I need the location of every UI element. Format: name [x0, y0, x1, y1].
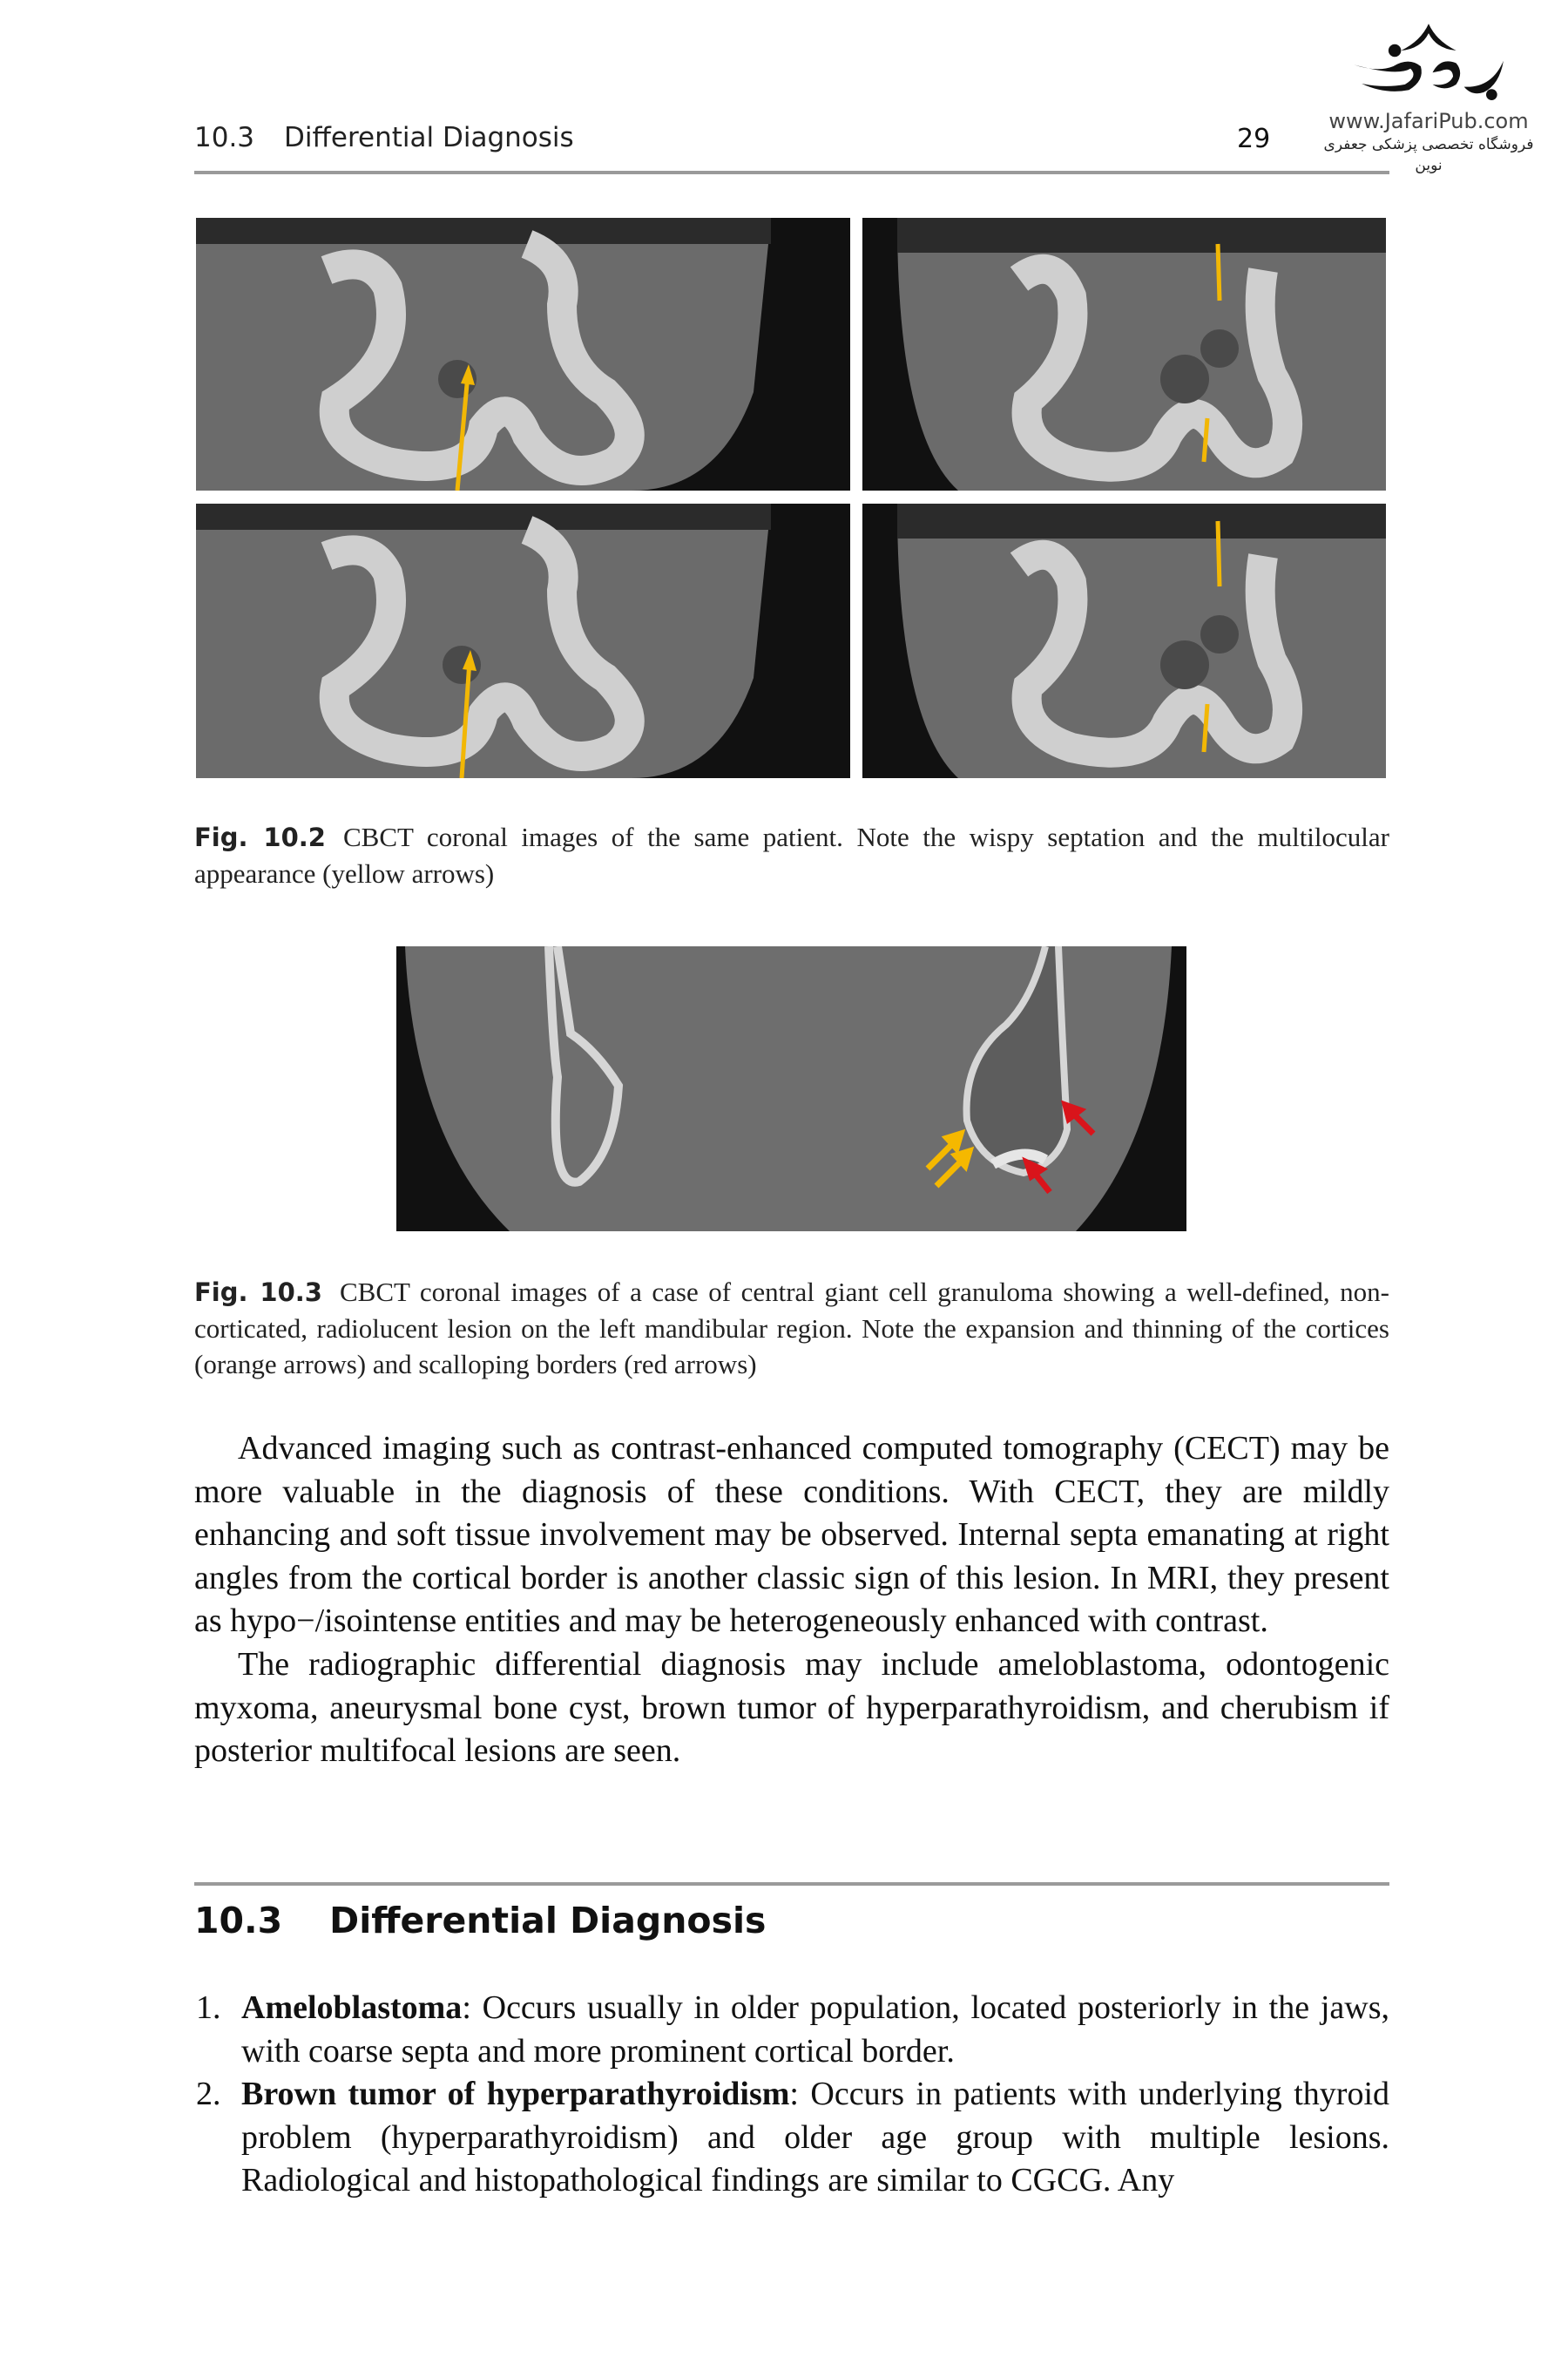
running-header-number: 10.3: [194, 122, 255, 153]
caption-text: CBCT coronal images of the same patient. Note the wispy septation and the multilocular appearance (yellow arrows): [194, 822, 1389, 889]
header-rule: [194, 171, 1389, 174]
list-item: [194, 2073, 1389, 2203]
page-number: 29: [1237, 124, 1271, 154]
body-paragraph: Advanced imaging such as contrast-enhanced computed tomography (CECT) may be more valuable in the diagnosis of these conditions. With CECT, they are mildly enhancing and soft tissue involvement may be observed. Internal septa emanating at right angles from the cortical border is another classic sign of this lesion. In MRI, they present as hypo−/isointense entities and may be heterogeneously enhanced with contrast.: [194, 1430, 1389, 1640]
body-paragraph: The radiographic differential diagnosis may include ameloblastoma, odontogenic myxoma, aneurysmal bone cyst, brown tumor of hyperparathyroidism, and cherubism if posterior multifocal lesions are seen.: [194, 1645, 1389, 1770]
body-text: [194, 1427, 1389, 1773]
section-title: Differential Diagnosis: [329, 1900, 767, 1941]
publisher-url: www.JafariPub.com: [1328, 109, 1529, 133]
cbct-image-giant-cell-granuloma: [396, 946, 1186, 1231]
figure-10-3-caption: [194, 1274, 1389, 1382]
publisher-tagline: فروشگاه تخصصی پزشکی جعفری نوین: [1323, 136, 1534, 174]
list-number: 1.: [196, 1989, 221, 2026]
section-number: 10.3: [194, 1900, 283, 1941]
list-item: [194, 1987, 1389, 2073]
running-header: [194, 122, 604, 153]
calligraphy-logo-icon: [1346, 17, 1511, 108]
publisher-logo: [1311, 17, 1546, 176]
cbct-image-top-right: [862, 218, 1386, 491]
figure-label: Fig. 10.3: [194, 1277, 322, 1307]
list-text: : Occurs usually in older population, located posteriorly in the jaws, with coarse septa and more prominent cortical border.: [241, 1989, 1389, 2070]
list-term: Ameloblastoma: [241, 1989, 463, 2026]
section-heading: [194, 1900, 766, 1941]
cbct-image-bottom-left: [196, 504, 850, 778]
figure-label: Fig. 10.2: [194, 823, 326, 852]
cbct-image-bottom-right: [862, 504, 1386, 778]
running-header-title: Differential Diagnosis: [284, 122, 574, 153]
list-term: Brown tumor of hyperparathyroidism: [241, 2076, 790, 2113]
caption-text: CBCT coronal images of a case of central giant cell granuloma showing a well-defined, non-corticated, radiolucent lesion on the left mandibular region. Note the expansion and thinning of the cortices (orange arrows) and scalloping borders (red arrows): [194, 1277, 1389, 1379]
list-text: : Occurs in patients with underlying thyroid problem (hyperparathyroidism) and older age group with multiple lesions. Radiological and histopathological findings are similar to CGCG. Any: [241, 2076, 1390, 2199]
section-rule: [194, 1882, 1389, 1886]
figure-10-2-caption: [194, 819, 1389, 891]
list-number: 2.: [196, 2076, 221, 2113]
differential-list: [194, 1987, 1389, 2203]
cbct-image-top-left: [196, 218, 850, 491]
